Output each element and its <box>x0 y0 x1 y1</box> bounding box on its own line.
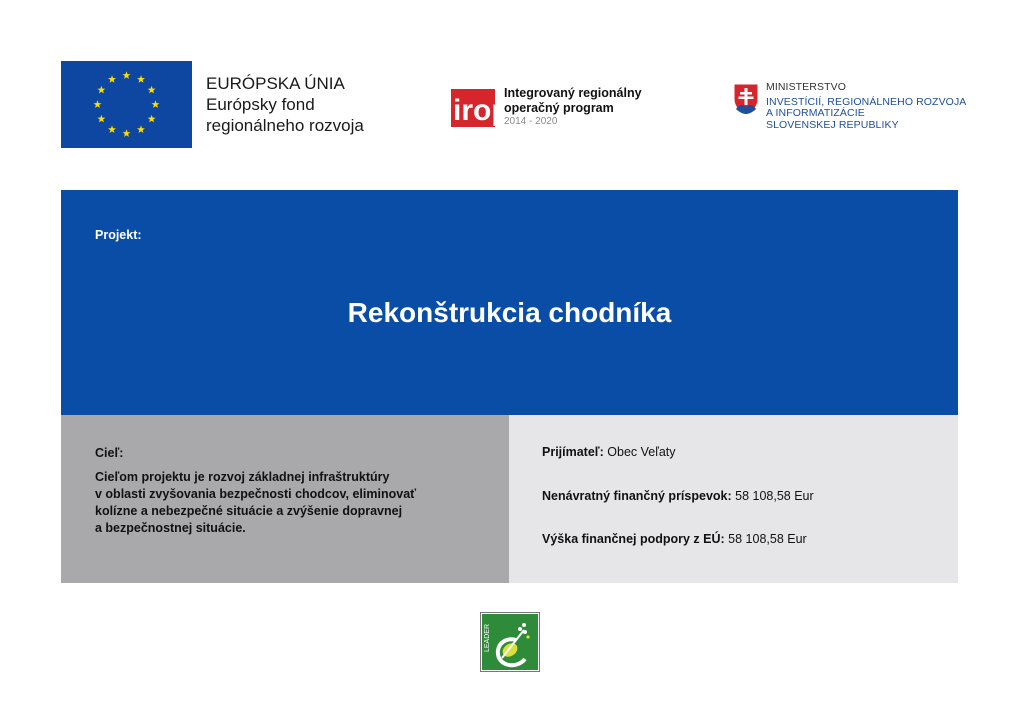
eu-title: EURÓPSKA ÚNIA <box>206 74 345 93</box>
goal-description <box>95 469 495 537</box>
goal-panel <box>61 415 509 583</box>
goal-line: kolízne a nebezpečné situácie a zvýšenie dopravnej <box>95 504 403 518</box>
eu-star-icon <box>137 125 145 133</box>
ministry-text-block <box>766 82 966 131</box>
eu-star-icon <box>123 129 131 137</box>
project-title: Rekonštrukcia chodníka <box>347 297 672 328</box>
eu-star-icon <box>148 115 156 123</box>
eu-star-icon <box>123 71 131 79</box>
ministry-line-3: A INFORMATIZÁCIE <box>766 107 865 119</box>
eu-support-label: Výška finančnej podpory z EÚ: <box>542 532 725 546</box>
goal-line: Cieľom projektu je rozvoj základnej infraštruktúry <box>95 470 390 484</box>
eu-support-value: 58 108,58 Eur <box>728 532 807 546</box>
grant-row <box>542 489 814 503</box>
eu-support-row <box>542 532 807 546</box>
eu-flag-logo <box>61 61 192 148</box>
eu-star-icon <box>148 86 156 94</box>
ministry-line-1: MINISTERSTVO <box>766 81 846 93</box>
goal-line: a bezpečnostnej situácie. <box>95 521 246 535</box>
ministry-line-2: INVESTÍCIÍ, REGIONÁLNEHO ROZVOJA <box>766 95 967 108</box>
project-label: Projekt: <box>95 228 142 242</box>
recipient-value: Obec Veľaty <box>607 445 676 459</box>
goal-line: v oblasti zvyšovania bezpečnosti chodcov, eliminovať <box>95 487 417 501</box>
irop-logo <box>451 89 510 127</box>
irop-logo-text: irop <box>453 94 510 127</box>
eu-star-icon <box>97 115 105 123</box>
project-band <box>61 190 958 415</box>
irop-years: 2014 - 2020 <box>504 116 558 127</box>
leader-logo <box>480 612 540 672</box>
irop-line-2: operačný program <box>504 101 614 115</box>
recipient-label: Prijímateľ: <box>542 445 604 459</box>
leader-logo-text: LEADER <box>484 623 491 652</box>
irop-line-1: Integrovaný regionálny <box>504 86 642 100</box>
recipient-row <box>542 445 676 459</box>
eu-text-block <box>206 73 364 136</box>
eu-star-icon <box>137 75 145 83</box>
eu-star-icon <box>94 100 102 108</box>
eu-star-icon <box>97 86 105 94</box>
eu-fund-line-2: regionálneho rozvoja <box>206 116 364 135</box>
eu-star-icon <box>108 125 116 133</box>
goal-label: Cieľ: <box>95 446 124 460</box>
eu-star-icon <box>152 100 160 108</box>
eu-fund-line: Európsky fond <box>206 95 315 114</box>
slovak-crest-icon <box>733 83 759 115</box>
ministry-line-4: SLOVENSKEJ REPUBLIKY <box>766 118 899 131</box>
details-panel <box>509 415 958 583</box>
grant-value: 58 108,58 Eur <box>735 489 814 503</box>
eu-star-icon <box>108 75 116 83</box>
irop-text-block <box>504 86 642 128</box>
grant-label: Nenávratný finančný príspevok: <box>542 489 732 503</box>
